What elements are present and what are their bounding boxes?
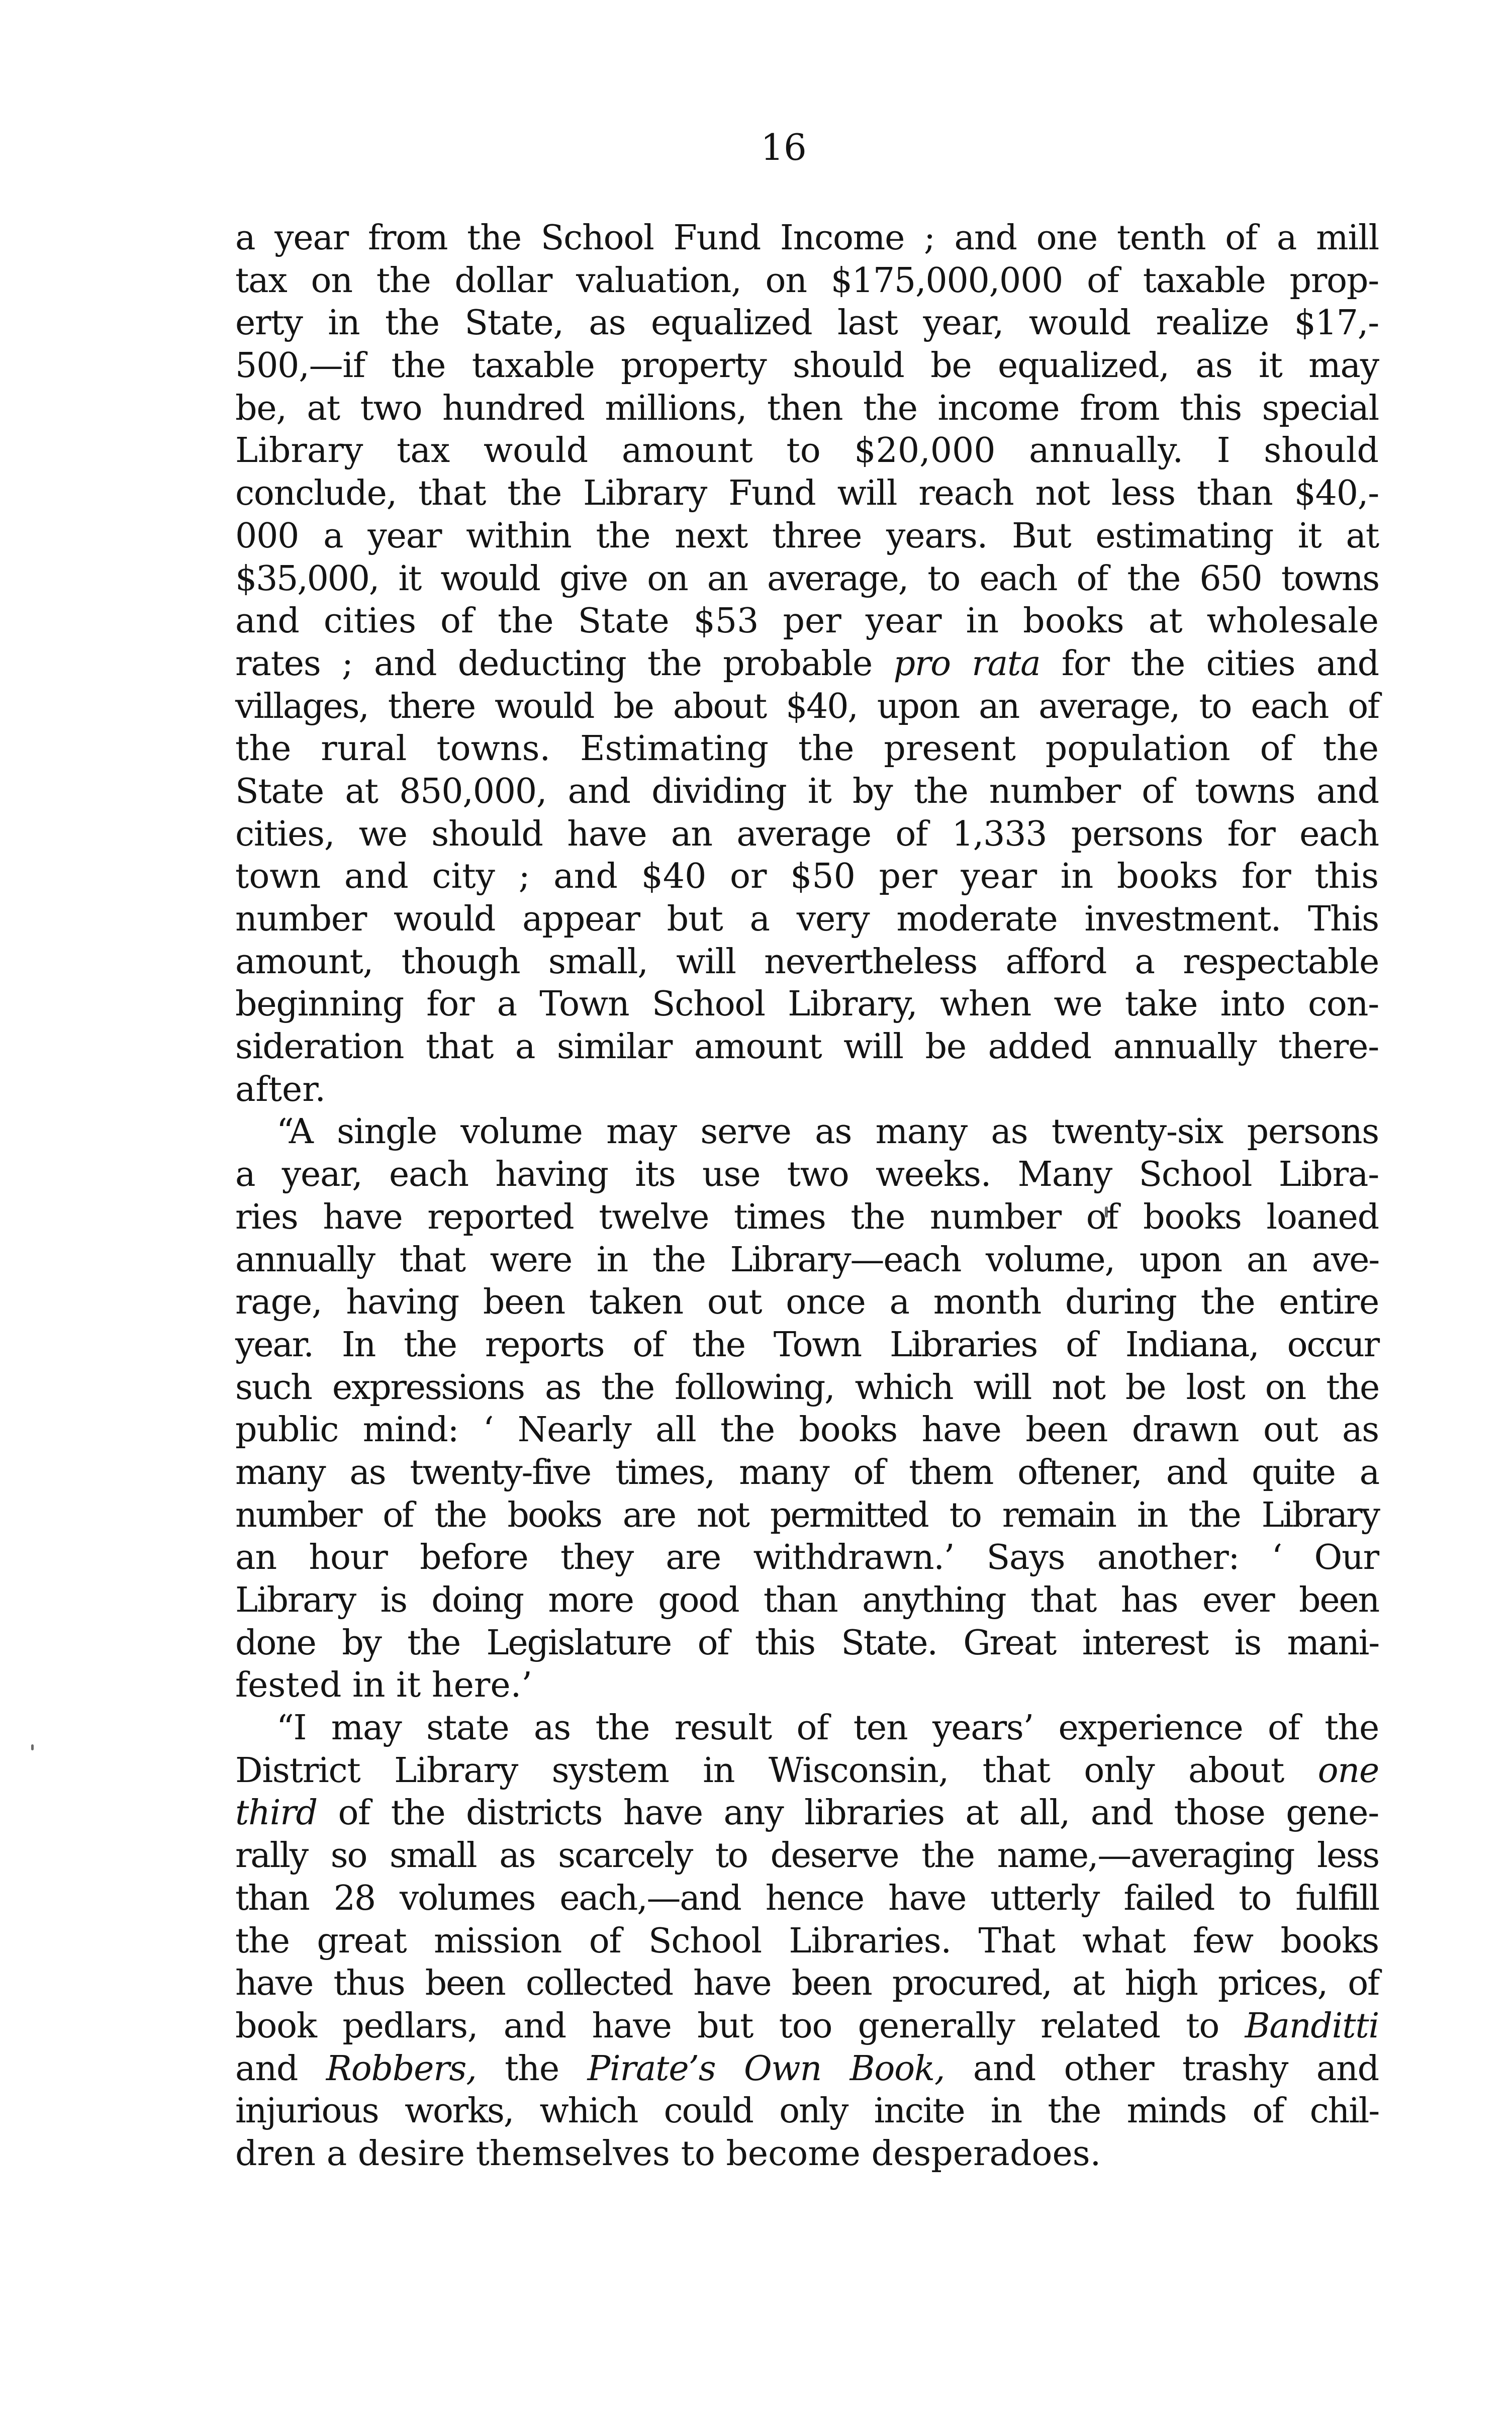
italic-phrase: Pirate’s Own Book, [587,2048,945,2089]
text-run: and [235,2048,298,2089]
text-line: an hour before they are withdrawn.’ Says another: ‘ Our [235,1538,1379,1578]
text-line: State at 850,000, and dividing it by the number of towns and [235,771,1379,811]
text-line: town and city ; and $40 or $50 per year in books for this [235,857,1379,897]
italic-phrase: Robbers, [326,2048,477,2089]
text-line: number would appear but a very moderate investment. This [235,899,1379,939]
text-line: Library is doing more good than anything that has ever been [235,1580,1379,1620]
text-run: of the districts have any libraries at all, and those gene- [338,1793,1379,1833]
text-line [235,1792,1379,1835]
text-line [235,2005,1379,2048]
text-line: erty in the State, as equalized last year, would realize $17,- [235,303,1379,343]
italic-phrase: Banditti [1245,2006,1379,2046]
italic-phrase: pro rata [893,643,1041,684]
text-line: “A single volume may serve as many as twenty-six persons [276,1112,1379,1152]
text-run: rates ; and deducting the probable [235,643,873,684]
text-line: a year from the School Fund Income ; and one tenth of a mill [235,218,1379,258]
text-line: $35,000, it would give on an average, to each of the 650 towns [235,558,1379,599]
text-line: tax on the dollar valuation, on $175,000,000 of taxable prop- [235,260,1379,301]
text-line: number of the books are not permitted to remain in the Library [235,1495,1379,1535]
text-line [235,2048,1379,2091]
text-line: such expressions as the following, which will not be lost on the [235,1367,1379,1408]
text-line: “I may state as the result of ten years’ experience of the [276,1708,1379,1748]
text-run: the [505,2048,559,2089]
text-line: many as twenty-five times, many of them oftener, and quite a [235,1452,1379,1492]
text-line: sideration that a similar amount will be added annually there- [235,1027,1379,1067]
margin-speck-mark [31,1744,34,1750]
text-line: rally so small as scarcely to deserve the name,—averaging less [235,1836,1379,1876]
text-line: rage, having been taken out once a month during the entire [235,1282,1379,1323]
text-run: and other trashy and [973,2048,1379,2089]
body-text [235,217,1379,2176]
text-line: have thus been collected have been procured, at high prices, of [235,1964,1379,2004]
text-line [235,643,1379,686]
text-line: the rural towns. Estimating the present population of the [235,729,1379,769]
text-run: book pedlars, and have but too generally related to [235,2006,1219,2046]
text-line: public mind: ‘ Nearly all the books have been drawn out as [235,1410,1379,1450]
page-number: 16 [761,126,807,168]
text-line: the great mission of School Libraries. That what few books [235,1921,1379,1961]
text-line: annually that were in the Library—each volume, upon an ave- [235,1240,1379,1280]
text-line: cities, we should have an average of 1,333 persons for each [235,814,1379,854]
text-line: year. In the reports of the Town Libraries of Indiana, occur [235,1325,1379,1365]
text-line: be, at two hundred millions, then the income from this special [235,388,1379,428]
text-run: for the cities and [1061,643,1379,684]
text-run: District Library system in Wisconsin, that only about [235,1750,1284,1791]
text-line: after. [235,1069,326,1109]
text-line: dren a desire themselves to become desperadoes. [235,2133,1101,2174]
text-line: than 28 volumes each,—and hence have utterly failed to fulfill [235,1878,1379,1918]
text-line: done by the Legislature of this State. Great interest is mani- [235,1623,1379,1663]
text-line: 500,—if the taxable property should be equalized, as it may [235,346,1379,386]
text-line: a year, each having its use two weeks. Many School Libra- [235,1155,1379,1195]
text-line: and cities of the State $53 per year in books at wholesale [235,601,1379,641]
italic-phrase: one [1317,1750,1379,1791]
text-line: conclude, that the Library Fund will reach not less than $40,- [235,474,1379,514]
text-line: villages, there would be about $40, upon an average, to each of [235,686,1379,726]
text-line: ries have reported twelve times the number of books loaned [235,1197,1379,1237]
text-line [235,1750,1379,1793]
text-line: fested in it here.’ [235,1665,532,1706]
text-line: injurious works, which could only incite in the minds of chil- [235,2091,1379,2131]
text-line: amount, though small, will nevertheless afford a respectable [235,942,1379,982]
italic-phrase: third [235,1793,317,1833]
text-line: Library tax would amount to $20,000 annually. I should [235,431,1379,471]
text-line: 000 a year within the next three years. But estimating it at [235,516,1379,556]
text-line: beginning for a Town School Library, when we take into con- [235,984,1379,1024]
